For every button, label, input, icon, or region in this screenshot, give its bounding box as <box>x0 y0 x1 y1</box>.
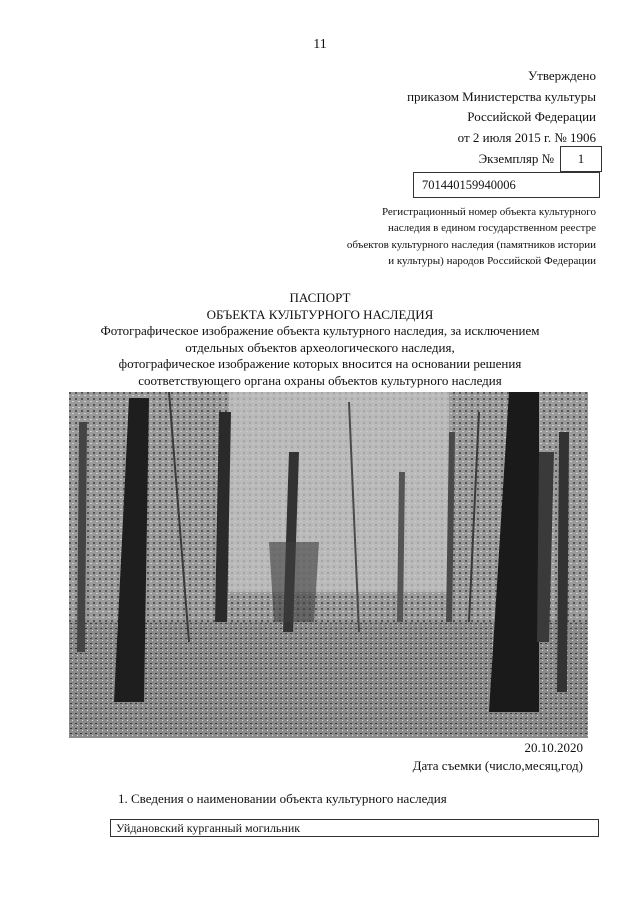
registration-number-box: 701440159940006 <box>413 172 600 198</box>
photo-date-caption: Дата съемки (число,месяц,год) <box>412 758 583 773</box>
approval-line: Российской Федерации <box>467 109 596 124</box>
section-title: Сведения о наименовании объекта культурного наследия <box>131 791 447 806</box>
section-1-heading <box>118 791 447 807</box>
copy-number-box: 1 <box>560 146 602 172</box>
registration-caption <box>347 204 596 269</box>
object-name-field: Уйдановский курганный могильник <box>110 819 599 837</box>
title-desc: фотографическое изображение которых вносится на основании решения <box>118 356 522 371</box>
title-line: ОБЪЕКТА КУЛЬТУРНОГО НАСЛЕДИЯ <box>206 306 434 322</box>
forest-photo <box>69 392 588 738</box>
copy-label: Экземпляр № <box>478 151 554 166</box>
title-desc: отдельных объектов археологического наследия, <box>185 339 455 355</box>
caption-line: Регистрационный номер объекта культурного <box>381 206 596 218</box>
caption-line: наследия в едином государственном реестре <box>388 222 596 235</box>
caption-line: и культуры) народов Российской Федерации <box>388 254 596 267</box>
document-title <box>0 290 640 389</box>
title-desc: соответствующего органа охраны объектов культурного наследия <box>138 372 502 388</box>
approval-line: приказом Министерства культуры <box>407 88 596 104</box>
photo-date: 20.10.2020 <box>524 740 583 755</box>
page-number: 11 <box>313 37 327 52</box>
approval-line: Утверждено <box>527 68 596 83</box>
approval-line: от 2 июля 2015 г. № 1906 <box>457 129 596 145</box>
caption-line: объектов культурного наследия (памятников истории <box>346 238 596 251</box>
title-desc: Фотографическое изображение объекта культурного наследия, за исключением <box>100 323 540 338</box>
approval-block <box>407 66 596 148</box>
title-line: ПАСПОРТ <box>289 290 351 305</box>
copy-number-row <box>479 146 602 172</box>
section-number: 1. <box>118 791 128 806</box>
